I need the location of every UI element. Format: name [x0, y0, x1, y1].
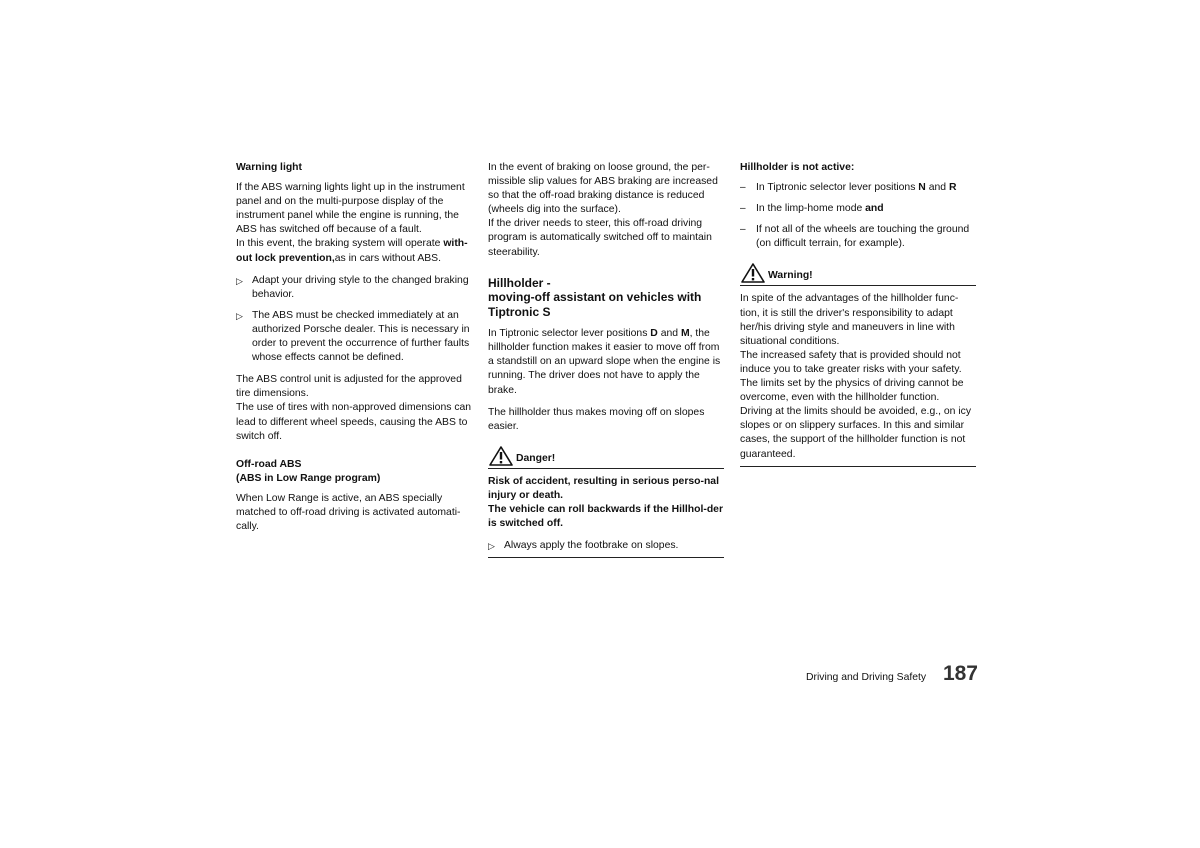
- paragraph: In spite of the advantages of the hillholder func-tion, it is still the driver's responsibility to adapt her/his driving style and maneuvers in line with situational conditions.: [740, 293, 959, 347]
- paragraph: The increased safety that is provided should not induce you to take greater risks with your safety.: [740, 349, 962, 375]
- warning-triangle-icon: [741, 263, 765, 283]
- hillholder-heading: Hillholder - moving-off assistant on vehicles with Tiptronic S: [488, 275, 702, 319]
- paragraph: If the ABS warning lights light up in the instrument panel and on the multi-purpose display of the instrument panel while the engine is running, the ABS has switched off because of a fault.: [236, 182, 465, 236]
- list-item: ▷ Adapt your driving style to the changed braking behavior.: [236, 274, 469, 300]
- list-item: – In the limp-home mode and: [740, 202, 976, 216]
- offroad-abs-heading: Off-road ABS (ABS in Low Range program): [236, 458, 381, 484]
- dash-marker: –: [740, 203, 746, 215]
- list-item: ▷ Always apply the footbrake on slopes.: [488, 539, 724, 553]
- list-item: ▷ The ABS must be checked immediately at an authorized Porsche dealer. This is necessary in order to prevent the occurrence of further faults whose effects cannot be defined.: [236, 309, 470, 364]
- danger-text: Risk of accident, resulting in serious perso-nal injury or death.: [488, 475, 719, 501]
- section-title: Driving and Driving Safety: [806, 672, 927, 683]
- notice-divider: [488, 557, 724, 558]
- paragraph: If the driver needs to steer, this off-road driving program is automatically switched off to maintain steerability.: [488, 218, 712, 258]
- hillholder-inactive-heading: Hillholder is not active:: [740, 162, 855, 173]
- paragraph: The hillholder thus makes moving off on slopes easier.: [488, 406, 705, 432]
- bullet-list: [236, 274, 472, 366]
- dash-list: [740, 181, 976, 251]
- warning-label: Warning!: [768, 270, 813, 282]
- page-number: 187: [942, 662, 978, 685]
- bullet-triangle-icon: ▷: [236, 275, 243, 286]
- paragraph: In this event, the braking system will operate with-out lock prevention,as in cars without ABS.: [236, 238, 468, 264]
- paragraph: Driving at the limits should be avoided, e.g., on icy slopes or on slippery surfaces. In this and similar cases, the support of the hillholder function is not guaranteed.: [740, 406, 972, 460]
- paragraph: In the event of braking on loose ground, the per-missible slip values for ABS braking are increased so that the off-road braking distance is reduced (wheels dig into the surface).: [488, 162, 718, 216]
- dash-marker: –: [740, 224, 746, 236]
- middle-column: [488, 161, 724, 558]
- right-column: [740, 161, 976, 467]
- page-footer: [806, 660, 978, 690]
- bullet-list: [488, 539, 724, 553]
- paragraph: In Tiptronic selector lever positions D and M, the hillholder function makes it easier to move off from a standstill on an upward slope when the engine is running. The driver does not have to apply the brake.: [488, 328, 721, 396]
- bullet-triangle-icon: ▷: [488, 541, 495, 552]
- paragraph: The limits set by the physics of driving cannot be overcome, even with the hillholder function.: [740, 378, 964, 404]
- notice-divider: [740, 466, 976, 467]
- danger-label: Danger!: [516, 452, 556, 464]
- bullet-triangle-icon: ▷: [236, 310, 243, 321]
- warning-triangle-icon: [489, 446, 513, 466]
- list-item: – In Tiptronic selector lever positions N and R: [740, 181, 976, 195]
- paragraph: When Low Range is active, an ABS specially matched to off-road driving is activated automati-cally.: [236, 492, 461, 533]
- danger-notice-header: [488, 446, 724, 469]
- warning-notice-header: [740, 263, 976, 286]
- left-column: [236, 161, 472, 542]
- list-item: – If not all of the wheels are touching the ground (on difficult terrain, for example).: [740, 224, 970, 250]
- warning-light-heading: Warning light: [236, 162, 302, 173]
- paragraph: The ABS control unit is adjusted for the approved tire dimensions.: [236, 374, 462, 400]
- danger-text: The vehicle can roll backwards if the Hillhol-der is switched off.: [488, 504, 724, 530]
- dash-marker: –: [740, 182, 746, 194]
- paragraph: The use of tires with non-approved dimensions can lead to different wheel speeds, causing the ABS to switch off.: [236, 402, 472, 442]
